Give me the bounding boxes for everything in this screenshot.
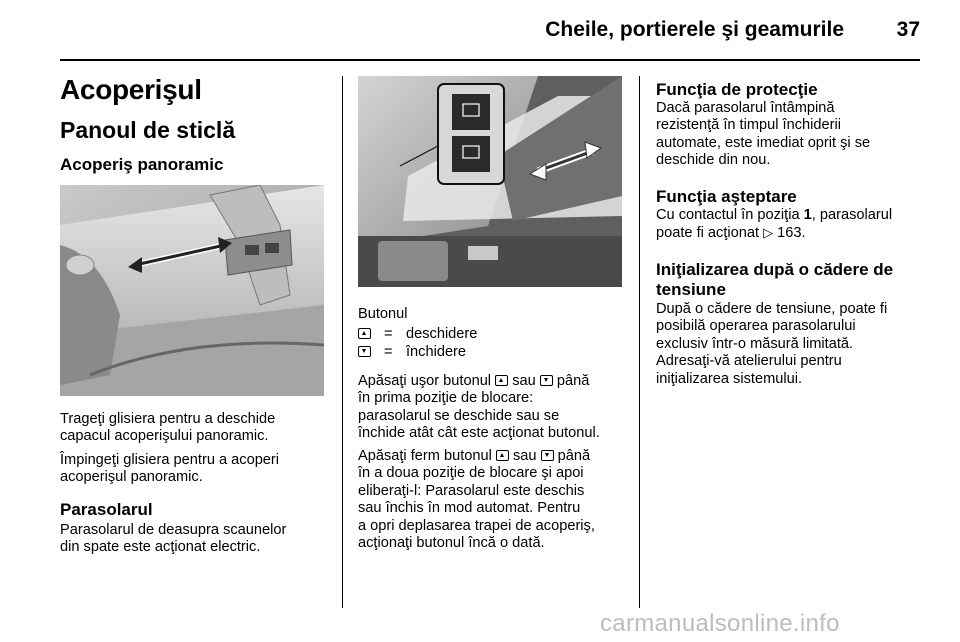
- paragraph-push-slider: [60, 452, 279, 487]
- text-line: Trageţi glisiera pentru a deschide: [60, 411, 276, 427]
- text-line: capacul acoperişului panoramic.: [60, 428, 269, 445]
- paragraph-protection: [656, 100, 870, 170]
- page-reference[interactable]: 163.: [777, 225, 806, 242]
- position-number: 1: [803, 207, 812, 223]
- paragraph-initialization: [656, 301, 887, 388]
- car-interior-illustration: [60, 185, 324, 396]
- heading-roof: Acoperişul: [60, 74, 202, 105]
- text-line: iniţializarea sistemului.: [656, 370, 802, 387]
- text-line: parasolarul se deschide sau se: [358, 407, 560, 424]
- text-line: [656, 224, 892, 242]
- sunblind-close-icon: [540, 375, 553, 386]
- text-line: acoperişul panoramic.: [60, 469, 203, 486]
- text-line: Parasolarul de deasupra scaunelor: [60, 522, 287, 538]
- page-reference-icon: ▷: [763, 225, 774, 241]
- text-line: închide atât cât este acţionat butonul.: [358, 425, 600, 442]
- sunblind-open-icon: [496, 450, 509, 461]
- label-button: Butonul: [358, 306, 408, 322]
- legend-close-text: închidere: [406, 344, 467, 360]
- text-line: în a doua poziţie de blocare şi apoi: [358, 465, 584, 482]
- heading-standby-function: Funcţia aşteptare: [656, 187, 797, 206]
- heading-protection-function: Funcţia de protecţie: [656, 80, 818, 99]
- roof-console-illustration: [358, 76, 622, 287]
- heading-line: Iniţializarea după o cădere de: [656, 260, 894, 279]
- text-line: Împingeţi glisiera pentru a acoperi: [60, 452, 280, 468]
- text-span: poate fi acţionat: [656, 225, 760, 242]
- photo-panoramic-roof-slider: [60, 185, 324, 396]
- legend-open-text: deschidere: [406, 326, 478, 342]
- page-header: [60, 14, 920, 48]
- text-line: a opri deplasarea trapei de acoperiş,: [358, 517, 595, 534]
- text-line: După o cădere de tensiune, poate fi: [656, 301, 888, 317]
- text-span: până: [557, 448, 591, 464]
- text-line: acţionaţi butonul încă o dată.: [358, 535, 545, 552]
- text-line: deschide din nou.: [656, 152, 771, 169]
- text-line: Dacă parasolarul întâmpină: [656, 100, 835, 116]
- text-line: în prima poziţie de blocare:: [358, 390, 534, 407]
- heading-panoramic-roof: Acoperiş panoramic: [60, 155, 224, 174]
- text-line: [358, 448, 628, 465]
- text-line: [358, 373, 628, 390]
- paragraph-press-firmly: [358, 448, 628, 552]
- text-line: automate, este imediat oprit şi se: [656, 134, 871, 151]
- column-divider-2: [639, 76, 640, 608]
- text-line: din spate este acţionat electric.: [60, 539, 261, 556]
- paragraph-pull-slider: [60, 411, 275, 446]
- header-title: Cheile, portierele şi geamurile: [545, 18, 844, 41]
- paragraph-press-lightly: [358, 373, 628, 443]
- text-line: eliberaţi-l: Parasolarul este deschis: [358, 482, 585, 499]
- paragraph-sunblind: [60, 522, 286, 557]
- text-line: [656, 207, 892, 224]
- text-line: rezistenţă în timpul închiderii: [656, 117, 841, 134]
- heading-initialization: [656, 260, 893, 300]
- column-divider-1: [342, 76, 343, 608]
- watermark: carmanualsonline.info: [600, 610, 840, 637]
- text-span: până: [556, 373, 590, 389]
- sunblind-close-icon: [358, 346, 371, 357]
- text-span: sau: [512, 373, 536, 389]
- text-line: sau închis în mod automat. Pentru: [358, 500, 581, 517]
- sunblind-open-icon: [358, 328, 371, 339]
- text-line: Adresaţi-vă atelierului pentru: [656, 353, 842, 370]
- text-span: Cu contactul în poziţia: [656, 207, 800, 223]
- header-rule: [60, 59, 920, 61]
- heading-glass-panel: Panoul de sticlă: [60, 117, 236, 143]
- text-line: posibilă operarea parasolarului: [656, 318, 856, 335]
- text-span: Apăsaţi ferm butonul: [358, 448, 492, 464]
- text-line: exclusiv într-o măsură limitată.: [656, 335, 854, 352]
- text-span: Apăsaţi uşor butonul: [358, 373, 492, 389]
- heading-sunblind: Parasolarul: [60, 500, 153, 519]
- text-span: sau: [512, 448, 537, 464]
- sunblind-open-icon: [495, 375, 508, 386]
- page-number: 37: [896, 18, 920, 41]
- photo-sunblind-buttons: [358, 76, 622, 287]
- legend-eq: =: [384, 326, 393, 342]
- paragraph-standby: [656, 207, 892, 243]
- sunblind-close-icon: [541, 450, 554, 461]
- legend-eq: =: [384, 344, 393, 360]
- text-span: , parasolarul: [811, 207, 893, 223]
- heading-line: tensiune: [656, 280, 726, 299]
